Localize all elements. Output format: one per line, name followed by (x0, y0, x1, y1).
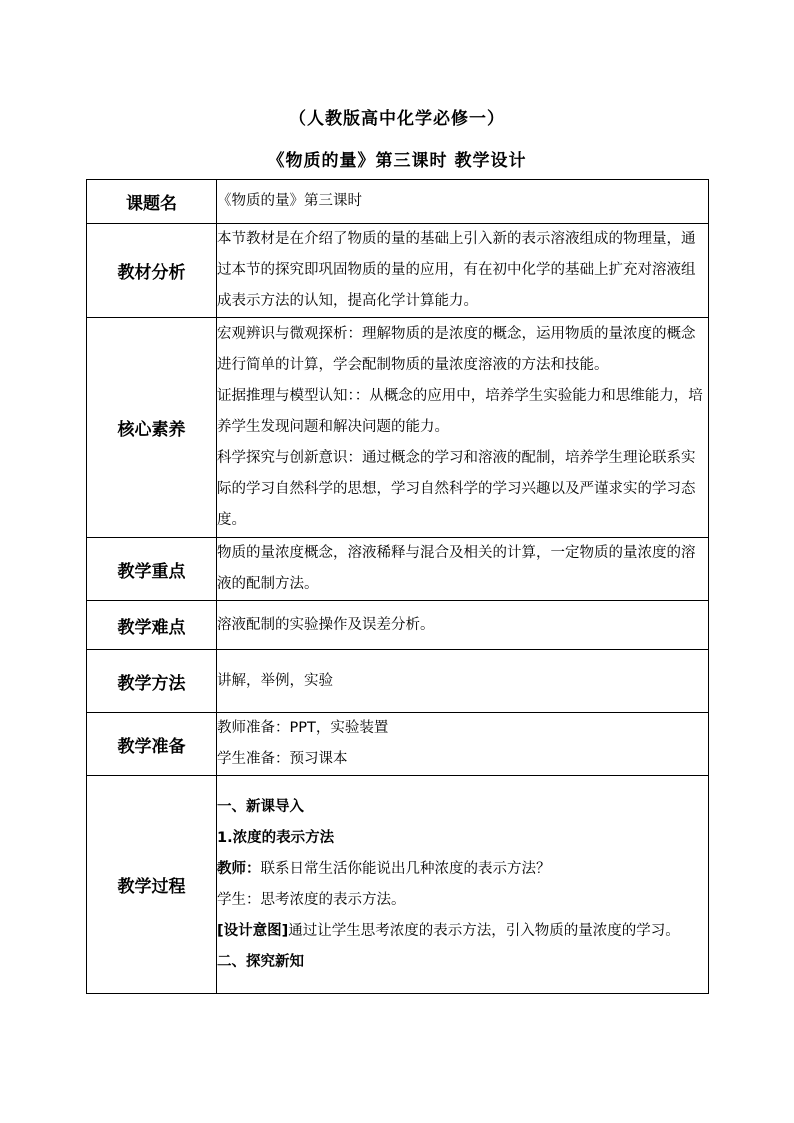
key-text: 物质的量浓度概念，溶液稀释与混合及相关的计算，一定物质的量浓度的溶液的配制方法。 (217, 545, 696, 592)
student-text: 思考浓度的表示方法。 (260, 891, 406, 908)
row-label-key: 教学重点 (87, 538, 217, 601)
table-row (87, 650, 709, 713)
table-row (87, 776, 709, 994)
teacher-text: 联系日常生活你能说出几种浓度的表示方法？ (260, 860, 551, 877)
intent-prefix: [设计意图] (217, 922, 289, 939)
teacher-line (217, 854, 708, 885)
student-line (217, 885, 708, 916)
row-label-method: 教学方法 (87, 650, 217, 713)
row-label-difficulty: 教学难点 (87, 601, 217, 650)
row-content-key (217, 538, 709, 601)
row-content-difficulty (217, 601, 709, 650)
doc-title: 《物质的量》第三课时 教学设计 (267, 151, 527, 171)
row-content-core (217, 318, 709, 538)
table-row (87, 538, 709, 601)
table-row (87, 713, 709, 776)
row-content-topic (217, 180, 709, 224)
student-prefix: 学生： (217, 891, 261, 908)
prep-teacher: 教师准备：PPT，实验装置 (217, 720, 389, 736)
intent-text: 通过让学生思考浓度的表示方法，引入物质的量浓度的学习。 (288, 922, 680, 939)
difficulty-text: 溶液配制的实验操作及误差分析。 (217, 616, 435, 633)
row-content-process (217, 776, 709, 994)
row-content-method (217, 650, 709, 713)
row-label-process: 教学过程 (87, 776, 217, 994)
row-label-analysis: 教材分析 (87, 224, 217, 318)
row-label-core: 核心素养 (87, 318, 217, 538)
core-paragraph: 宏观辨识与微观探析：理解物质的是浓度的概念，运用物质的量浓度的概念进行简单的计算，学会配制物质的量浓度溶液的方法和技能。 (217, 326, 696, 373)
row-label-prep: 教学准备 (87, 713, 217, 776)
core-paragraph: 证据推理与模型认知：：从概念的应用中，培养学生实验能力和思维能力，培养学生发现问题和解决问题的能力。 (217, 388, 703, 435)
lesson-plan-table (86, 179, 709, 994)
subsection-heading: 1.浓度的表示方法 (217, 829, 335, 846)
section-heading: 二、探究新知 (217, 953, 304, 970)
core-paragraph: 科学探究与创新意识：通过概念的学习和溶液的配制，培养学生理论联系实际的学习自然科学的思想，学习自然科学的学习兴趣以及严谨求实的学习态度。 (217, 450, 696, 528)
topic-text: 《物质的量》第三课时 (217, 193, 362, 209)
row-content-analysis (217, 224, 709, 318)
teacher-prefix: 教师： (217, 860, 261, 877)
table-row (87, 180, 709, 224)
row-content-prep (217, 713, 709, 776)
table-row (87, 224, 709, 318)
table-row (87, 601, 709, 650)
section-heading: 一、新课导入 (217, 798, 304, 815)
doc-subtitle: （人教版高中化学必修一） (289, 109, 505, 129)
row-label-topic: 课题名 (87, 180, 217, 224)
intent-line (217, 916, 708, 947)
method-text: 讲解，举例，实验 (217, 672, 333, 689)
table-row (87, 318, 709, 538)
analysis-text: 本节教材是在介绍了物质的量的基础上引入新的表示溶液组成的物理量，通过本节的探究即巩固物质的量的应用，有在初中化学的基础上扩充对溶液组成表示方法的认知，提高化学计算能力。 (217, 231, 696, 309)
prep-student: 学生准备：预习课本 (217, 751, 348, 767)
